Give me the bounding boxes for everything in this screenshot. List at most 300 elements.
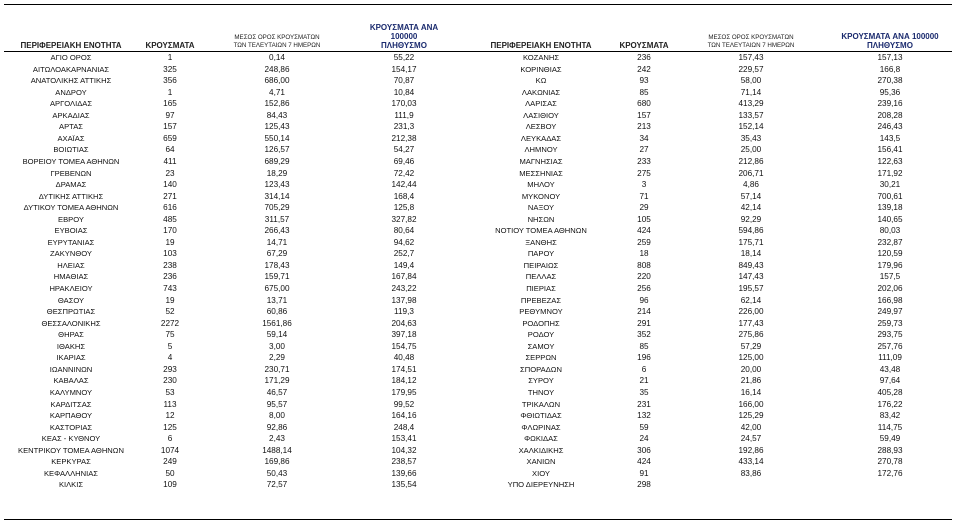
cell-avg7-left: 2,43 (269, 434, 285, 444)
cell-avg7-left: 3,00 (269, 341, 285, 351)
cell-avg7-right: 226,00 (738, 307, 764, 317)
cell-avg7-left: 169,86 (264, 457, 290, 467)
cell-per100k-right: 246,43 (877, 122, 903, 132)
cell-cases-left: 4 (167, 353, 173, 363)
cell-per100k-right: 139,18 (877, 203, 903, 213)
cell-avg7-left: 705,29 (264, 203, 290, 213)
cell-avg7-right: 175,71 (738, 237, 764, 247)
cell-cases-right: 132 (637, 411, 651, 421)
cell-region-left: ΗΜΑΘΙΑΣ (53, 272, 89, 282)
cell-cases-right: 157 (637, 110, 651, 120)
cell-region-left: ΔΡΑΜΑΣ (55, 180, 87, 190)
cell-cases-right: 214 (637, 307, 651, 317)
cell-region-left: ΓΡΕΒΕΝΩΝ (50, 168, 92, 178)
cell-region-left: ΘΗΡΑΣ (58, 330, 84, 340)
cell-avg7-left: 1561,86 (262, 318, 292, 328)
cell-per100k-left: 212,38 (391, 133, 417, 143)
cell-region-left: ΚΑΡΠΑΘΟΥ (49, 411, 93, 421)
cell-per100k-left: 135,54 (391, 480, 417, 490)
cell-avg7-left: 314,14 (264, 191, 290, 201)
cell-avg7-right: 42,00 (740, 422, 762, 432)
cell-avg7-right: 16,14 (740, 387, 762, 397)
table-row (4, 52, 952, 64)
cell-avg7-right: 849,43 (738, 260, 764, 270)
table-row (4, 87, 952, 99)
cell-per100k-right: 270,38 (877, 76, 903, 86)
header-cases-right: ΚΡΟΥΣΜΑΤΑ (619, 41, 669, 50)
cell-region-left: ΗΡΑΚΛΕΙΟΥ (49, 284, 93, 293)
table-row (4, 456, 952, 468)
cell-avg7-left: 689,29 (264, 156, 290, 166)
cell-per100k-left: 167,84 (391, 272, 417, 282)
cell-region-right: ΞΑΝΘΗΣ (525, 237, 557, 247)
cell-per100k-left: 248,4 (393, 422, 415, 432)
cell-avg7-left: 550,14 (264, 133, 290, 143)
header-region-left: ΠΕΡΙΦΕΡΕΙΑΚΗ ΕΝΟΤΗΤΑ (20, 41, 122, 50)
cell-avg7-right: 92,29 (740, 214, 762, 224)
table-row (4, 410, 952, 422)
cell-region-right: ΜΥΚΟΝΟΥ (521, 191, 561, 201)
cell-region-left: ΘΕΣΠΡΩΤΙΑΣ (46, 307, 96, 317)
table-row (4, 144, 952, 156)
table-header (4, 24, 952, 50)
header-avg7-left-line2: ΤΩΝ ΤΕΛΕΥΤΑΙΩΝ 7 ΗΜΕΡΩΝ (233, 42, 321, 49)
cell-per100k-left: 54,27 (393, 145, 415, 155)
cell-region-left: ΑΡΓΟΛΙΔΑΣ (49, 99, 93, 109)
cell-region-left: ΚΕΦΑΛΛΗΝΙΑΣ (43, 468, 99, 478)
cell-region-right: ΜΗΛΟΥ (527, 180, 555, 190)
cell-avg7-right: 21,86 (740, 376, 762, 386)
cell-region-right: ΚΟΖΑΝΗΣ (522, 53, 560, 62)
cell-per100k-right: 83,42 (879, 411, 901, 421)
table-row (4, 433, 952, 445)
cell-cases-right: 291 (637, 318, 651, 328)
table-row (4, 64, 952, 76)
cell-cases-left: 485 (163, 214, 177, 224)
cell-cases-left: 616 (163, 203, 177, 213)
cell-per100k-right: 143,5 (879, 133, 901, 143)
cell-region-left: ΑΧΑΪΑΣ (57, 133, 85, 143)
cell-cases-right: 59 (639, 422, 649, 432)
cell-per100k-left: 80,64 (393, 226, 415, 236)
cell-cases-right: 236 (637, 53, 651, 62)
cell-avg7-left: 125,43 (264, 122, 290, 132)
cell-cases-right: 259 (637, 237, 651, 247)
cell-per100k-right: 172,76 (877, 468, 903, 478)
cell-avg7-right: 275,86 (738, 330, 764, 340)
cell-cases-right: 71 (639, 191, 649, 201)
cell-per100k-right: 140,65 (877, 214, 903, 224)
cell-cases-right: 29 (639, 203, 649, 213)
cell-cases-right: 85 (639, 87, 649, 97)
cell-avg7-left: 95,57 (266, 399, 288, 409)
cell-region-right: ΛΑΡΙΣΑΣ (525, 99, 557, 109)
cell-cases-right: 213 (637, 122, 651, 132)
cell-avg7-left: 686,00 (264, 76, 290, 86)
cell-region-left: ΑΝΔΡΟΥ (55, 87, 87, 97)
cell-region-right: ΡΟΔΟΠΗΣ (522, 318, 560, 328)
cell-per100k-left: 40,48 (393, 353, 415, 363)
cell-region-right: ΣΥΡΟΥ (528, 376, 554, 386)
table-row (4, 202, 952, 214)
cell-region-right: ΤΡΙΚΑΛΩΝ (521, 399, 561, 409)
cell-per100k-left: 119,3 (394, 307, 414, 317)
cell-avg7-left: 266,43 (264, 226, 290, 236)
cell-per100k-right: 171,92 (877, 168, 903, 178)
cell-cases-right: 35 (639, 387, 649, 397)
header-per100k-left-line2: ΠΛΗΘΥΣΜΟ (381, 41, 427, 50)
cell-cases-left: 64 (165, 145, 175, 155)
cell-per100k-left: 111,9 (394, 110, 414, 120)
cell-avg7-right: 42,14 (740, 203, 762, 213)
cell-region-right: ΣΠΟΡΑΔΩΝ (520, 364, 562, 374)
cell-cases-right: 96 (639, 295, 649, 305)
cell-cases-right: 24 (639, 434, 649, 444)
cell-avg7-left: 14,71 (266, 237, 288, 247)
cell-cases-right: 18 (639, 249, 649, 259)
table-row (4, 399, 952, 411)
cell-region-right: ΠΑΡΟΥ (527, 249, 555, 259)
cell-avg7-right: 133,57 (738, 110, 764, 120)
table-row (4, 98, 952, 110)
cell-avg7-right: 166,00 (738, 399, 764, 409)
cell-per100k-right: 157,5 (879, 272, 901, 282)
cell-cases-left: 1 (167, 87, 173, 97)
cell-cases-left: 165 (163, 99, 177, 109)
header-per100k-right-line2: ΠΛΗΘΥΣΜΟ (867, 41, 913, 50)
table-row (4, 341, 952, 353)
cell-avg7-right: 594,86 (738, 226, 764, 236)
cell-avg7-right: 24,57 (740, 434, 762, 444)
cell-avg7-right: 147,43 (738, 272, 764, 282)
cell-region-right: ΠΡΕΒΕΖΑΣ (520, 295, 562, 305)
table-row (4, 271, 952, 283)
cell-cases-left: 743 (163, 284, 177, 293)
cell-per100k-left: 397,18 (391, 330, 417, 340)
cell-per100k-left: 179,95 (391, 387, 417, 397)
cell-per100k-right: 43,48 (879, 364, 901, 374)
cell-per100k-right: 95,36 (879, 87, 901, 97)
cell-per100k-left: 204,63 (391, 318, 417, 328)
cell-per100k-right: 166,8 (879, 64, 901, 74)
cell-avg7-left: 171,29 (264, 376, 290, 386)
cell-cases-right: 306 (637, 445, 651, 455)
cell-region-right: ΠΕΙΡΑΙΩΣ (523, 260, 559, 270)
cell-region-right: ΛΑΣΙΘΙΟΥ (523, 110, 559, 120)
table-row (4, 179, 952, 191)
cell-per100k-left: 327,82 (391, 214, 417, 224)
cell-avg7-right: 195,57 (738, 284, 764, 293)
cell-cases-left: 271 (163, 191, 177, 201)
cell-region-left: ΒΟΙΩΤΙΑΣ (53, 145, 89, 155)
cell-per100k-right: 30,21 (879, 180, 901, 190)
cell-cases-right: 105 (637, 214, 651, 224)
cell-cases-left: 103 (163, 249, 177, 259)
cell-avg7-right: 57,29 (740, 341, 762, 351)
cell-region-left: ΘΑΣΟΥ (57, 295, 85, 305)
cell-cases-right: 85 (639, 341, 649, 351)
table-row (4, 191, 952, 203)
cell-avg7-right: 157,43 (738, 53, 764, 62)
cell-cases-right: 424 (637, 457, 651, 467)
table-row (4, 214, 952, 226)
cell-region-right: ΡΕΘΥΜΝΟΥ (519, 307, 563, 317)
cell-region-right: ΚΟΡΙΝΘΙΑΣ (520, 64, 562, 74)
cell-avg7-left: 123,43 (264, 180, 290, 190)
cell-region-right: ΠΕΛΛΑΣ (525, 272, 557, 282)
cell-region-right: ΝΟΤΙΟΥ ΤΟΜΕΑ ΑΘΗΝΩΝ (495, 226, 587, 236)
cell-per100k-left: 184,12 (391, 376, 417, 386)
cell-cases-right: 808 (637, 260, 651, 270)
cell-region-right: ΝΗΣΩΝ (527, 214, 555, 224)
cell-cases-right: 27 (639, 145, 649, 155)
table-row (4, 260, 952, 272)
cell-cases-left: 113 (163, 399, 177, 409)
cell-cases-right: 352 (637, 330, 651, 340)
cell-per100k-right: 257,76 (877, 341, 903, 351)
cell-per100k-left: 238,57 (391, 457, 417, 467)
cell-region-right: ΧΑΝΙΩΝ (526, 457, 556, 467)
cell-avg7-left: 248,86 (264, 64, 290, 74)
cell-region-left: ΚΕΡΚΥΡΑΣ (51, 457, 91, 467)
cell-avg7-left: 311,57 (264, 214, 290, 224)
cell-avg7-left: 1488,14 (262, 445, 292, 455)
cell-region-left: ΙΘΑΚΗΣ (56, 341, 86, 351)
cell-avg7-right: 192,86 (738, 445, 764, 455)
cell-cases-right: 231 (637, 399, 651, 409)
cell-region-right: ΝΑΞΟΥ (527, 203, 555, 213)
cell-cases-left: 249 (163, 457, 177, 467)
cell-per100k-right: 97,64 (879, 376, 901, 386)
table-row (4, 364, 952, 376)
cell-region-right: ΣΕΡΡΩΝ (525, 353, 557, 363)
cell-cases-left: 170 (163, 226, 177, 236)
cell-cases-right: 680 (637, 99, 651, 109)
cell-cases-left: 53 (165, 387, 175, 397)
cell-cases-left: 97 (165, 110, 175, 120)
cell-per100k-left: 125,8 (393, 203, 415, 213)
cell-avg7-right: 152,14 (738, 122, 764, 132)
cell-cases-left: 5 (167, 341, 173, 351)
cell-region-left: ΑΙΤΩΛΟΑΚΑΡΝΑΝΙΑΣ (32, 64, 110, 74)
cell-per100k-right: 700,61 (877, 191, 903, 201)
cell-per100k-left: 69,46 (393, 156, 415, 166)
cell-avg7-left: 230,71 (264, 364, 290, 374)
table-row (4, 422, 952, 434)
cell-cases-left: 236 (163, 272, 177, 282)
cell-avg7-right: 20,00 (740, 364, 762, 374)
table-row (4, 352, 952, 364)
cell-per100k-right: 239,16 (877, 99, 903, 109)
cell-per100k-right: 114,75 (877, 422, 903, 432)
cell-per100k-left: 231,3 (393, 122, 415, 132)
cell-avg7-left: 126,57 (264, 145, 290, 155)
cell-avg7-right: 71,14 (740, 87, 762, 97)
cell-per100k-right: 232,87 (877, 237, 903, 247)
cell-region-right: ΡΟΔΟΥ (527, 330, 555, 340)
cell-region-left: ΚΑΒΑΛΑΣ (53, 376, 89, 386)
table-row (4, 479, 952, 491)
cell-region-left: ΖΑΚΥΝΘΟΥ (50, 249, 92, 259)
cell-per100k-left: 174,51 (391, 364, 417, 374)
table-row (4, 237, 952, 249)
cell-avg7-left: 8,00 (269, 411, 285, 421)
cell-avg7-right: 18,14 (740, 249, 762, 259)
cell-per100k-left: 149,4 (393, 260, 415, 270)
cell-region-right: ΛΗΜΝΟΥ (524, 145, 558, 155)
cell-avg7-left: 60,86 (266, 307, 288, 317)
header-per100k-left (358, 23, 450, 50)
cell-avg7-left: 92,86 (266, 422, 288, 432)
cell-region-left: ΚΕΝΤΡΙΚΟΥ ΤΟΜΕΑ ΑΘΗΝΩΝ (18, 445, 124, 455)
table-row (4, 121, 952, 133)
cell-region-left: ΕΒΡΟΥ (58, 214, 84, 224)
cell-cases-left: 356 (163, 76, 177, 86)
table-row (4, 248, 952, 260)
cell-avg7-right: 125,29 (738, 411, 764, 421)
cell-region-right: ΦΩΚΙΔΑΣ (524, 434, 558, 444)
table-row (4, 110, 952, 122)
cell-per100k-left: 139,66 (391, 468, 417, 478)
table-row (4, 168, 952, 180)
cell-cases-right: 3 (641, 180, 647, 190)
cell-per100k-right: 176,22 (877, 399, 903, 409)
cell-avg7-left: 178,43 (264, 260, 290, 270)
cell-region-left: ΚΙΛΚΙΣ (58, 480, 84, 490)
cell-per100k-right: 288,93 (877, 445, 903, 455)
cell-region-left: ΑΡΚΑΔΙΑΣ (52, 110, 90, 120)
cell-cases-right: 196 (637, 353, 651, 363)
cell-avg7-right: 57,14 (740, 191, 762, 201)
cell-region-left: ΘΕΣΣΑΛΟΝΙΚΗΣ (41, 318, 101, 328)
cell-avg7-right: 83,86 (740, 468, 762, 478)
cell-avg7-left: 152,86 (264, 99, 290, 109)
cell-region-left: ΙΚΑΡΙΑΣ (56, 353, 86, 363)
cell-cases-left: 293 (163, 364, 177, 374)
cell-region-left: ΑΡΤΑΣ (59, 122, 83, 132)
cell-per100k-left: 170,03 (391, 99, 417, 109)
cell-cases-right: 91 (639, 468, 649, 478)
table-row (4, 375, 952, 387)
cell-cases-left: 19 (165, 237, 175, 247)
cell-avg7-right: 25,00 (740, 145, 762, 155)
cell-avg7-right: 58,00 (740, 76, 762, 86)
cell-per100k-right: 156,41 (877, 145, 903, 155)
cell-region-left: ΚΑΛΥΜΝΟΥ (49, 387, 93, 397)
cell-cases-left: 238 (163, 260, 177, 270)
cell-cases-left: 1074 (160, 445, 180, 455)
cell-per100k-left: 137,98 (391, 295, 417, 305)
cell-per100k-right: 249,97 (877, 307, 903, 317)
cell-cases-right: 424 (637, 226, 651, 236)
cell-cases-left: 157 (163, 122, 177, 132)
cell-cases-left: 659 (163, 133, 177, 143)
cell-region-left: ΕΥΡΥΤΑΝΙΑΣ (47, 237, 95, 247)
cell-cases-right: 93 (639, 76, 649, 86)
cell-per100k-right: 202,06 (877, 284, 903, 293)
cell-per100k-right: 293,75 (877, 330, 903, 340)
cell-avg7-right: 413,29 (738, 99, 764, 109)
cell-region-left: ΚΑΡΔΙΤΣΑΣ (50, 399, 92, 409)
cell-cases-left: 325 (163, 64, 177, 74)
cell-region-right: ΜΕΣΣΗΝΙΑΣ (519, 168, 563, 178)
cell-cases-right: 242 (637, 64, 651, 74)
cell-per100k-right: 59,49 (879, 434, 901, 444)
cell-region-right: ΧΑΛΚΙΔΙΚΗΣ (518, 445, 564, 455)
header-avg7-left-line1: ΜΕΣΟΣ ΟΡΟΣ ΚΡΟΥΣΜΑΤΩΝ (234, 34, 320, 41)
cell-avg7-left: 50,43 (266, 468, 288, 478)
cell-cases-left: 50 (165, 468, 175, 478)
cell-region-left: ΙΩΑΝΝΙΝΩΝ (49, 364, 93, 374)
cell-per100k-left: 168,4 (393, 191, 415, 201)
cell-region-left: ΔΥΤΙΚΗΣ ΑΤΤΙΚΗΣ (38, 191, 104, 201)
cell-cases-left: 12 (165, 411, 175, 421)
cell-cases-right: 298 (637, 480, 651, 490)
cell-per100k-left: 10,84 (393, 87, 415, 97)
header-cases-left: ΚΡΟΥΣΜΑΤΑ (145, 41, 195, 50)
cell-avg7-right: 125,00 (738, 353, 764, 363)
cell-per100k-right: 166,98 (877, 295, 903, 305)
cell-avg7-right: 206,71 (738, 168, 764, 178)
cell-avg7-right: 35,43 (740, 133, 762, 143)
cell-avg7-right: 177,43 (738, 318, 764, 328)
cell-cases-left: 109 (163, 480, 177, 490)
table-row (4, 445, 952, 457)
cell-cases-right: 6 (641, 364, 647, 374)
top-rule (4, 4, 952, 5)
cell-avg7-left: 159,71 (264, 272, 290, 282)
cell-cases-right: 34 (639, 133, 649, 143)
cell-region-right: ΥΠΟ ΔΙΕΡΕΥΝΗΣΗ (507, 480, 575, 490)
cell-avg7-left: 0,14 (269, 53, 285, 62)
cell-per100k-left: 94,62 (393, 237, 415, 247)
cell-cases-left: 140 (163, 180, 177, 190)
cell-per100k-left: 164,16 (391, 411, 417, 421)
cell-cases-left: 19 (165, 295, 175, 305)
header-region-right: ΠΕΡΙΦΕΡΕΙΑΚΗ ΕΝΟΤΗΤΑ (490, 41, 592, 50)
header-per100k-right-line1: ΚΡΟΥΣΜΑΤΑ ΑΝΑ 100000 (841, 32, 939, 41)
table-row (4, 387, 952, 399)
cell-cases-left: 125 (163, 422, 177, 432)
cell-cases-right: 256 (637, 284, 651, 293)
table-row (4, 329, 952, 341)
cell-cases-left: 230 (163, 376, 177, 386)
cell-region-right: ΛΑΚΩΝΙΑΣ (521, 87, 561, 97)
cell-cases-left: 75 (165, 330, 175, 340)
cell-avg7-right: 229,57 (738, 64, 764, 74)
cell-per100k-left: 252,7 (393, 249, 415, 259)
cell-per100k-right: 208,28 (877, 110, 903, 120)
table-row (4, 283, 952, 295)
table-row (4, 133, 952, 145)
table-row (4, 318, 952, 330)
cell-region-right: ΣΑΜΟΥ (527, 341, 555, 351)
cell-per100k-right: 270,78 (877, 457, 903, 467)
cell-cases-left: 52 (165, 307, 175, 317)
cell-cases-right: 21 (639, 376, 649, 386)
cell-region-right: ΛΕΥΚΑΔΑΣ (520, 133, 562, 143)
table-row (4, 306, 952, 318)
cell-per100k-right: 111,09 (878, 353, 902, 363)
cell-per100k-left: 104,32 (391, 445, 417, 455)
cell-per100k-left: 72,42 (393, 168, 415, 178)
cell-per100k-right: 157,13 (877, 53, 903, 62)
cell-region-right: ΤΗΝΟΥ (527, 387, 555, 397)
cell-avg7-left: 84,43 (266, 110, 288, 120)
cell-per100k-right: 80,03 (879, 226, 901, 236)
header-per100k-left-line1: ΚΡΟΥΣΜΑΤΑ ΑΝΑ 100000 (369, 23, 439, 41)
cell-region-right: ΚΩ (535, 76, 547, 86)
